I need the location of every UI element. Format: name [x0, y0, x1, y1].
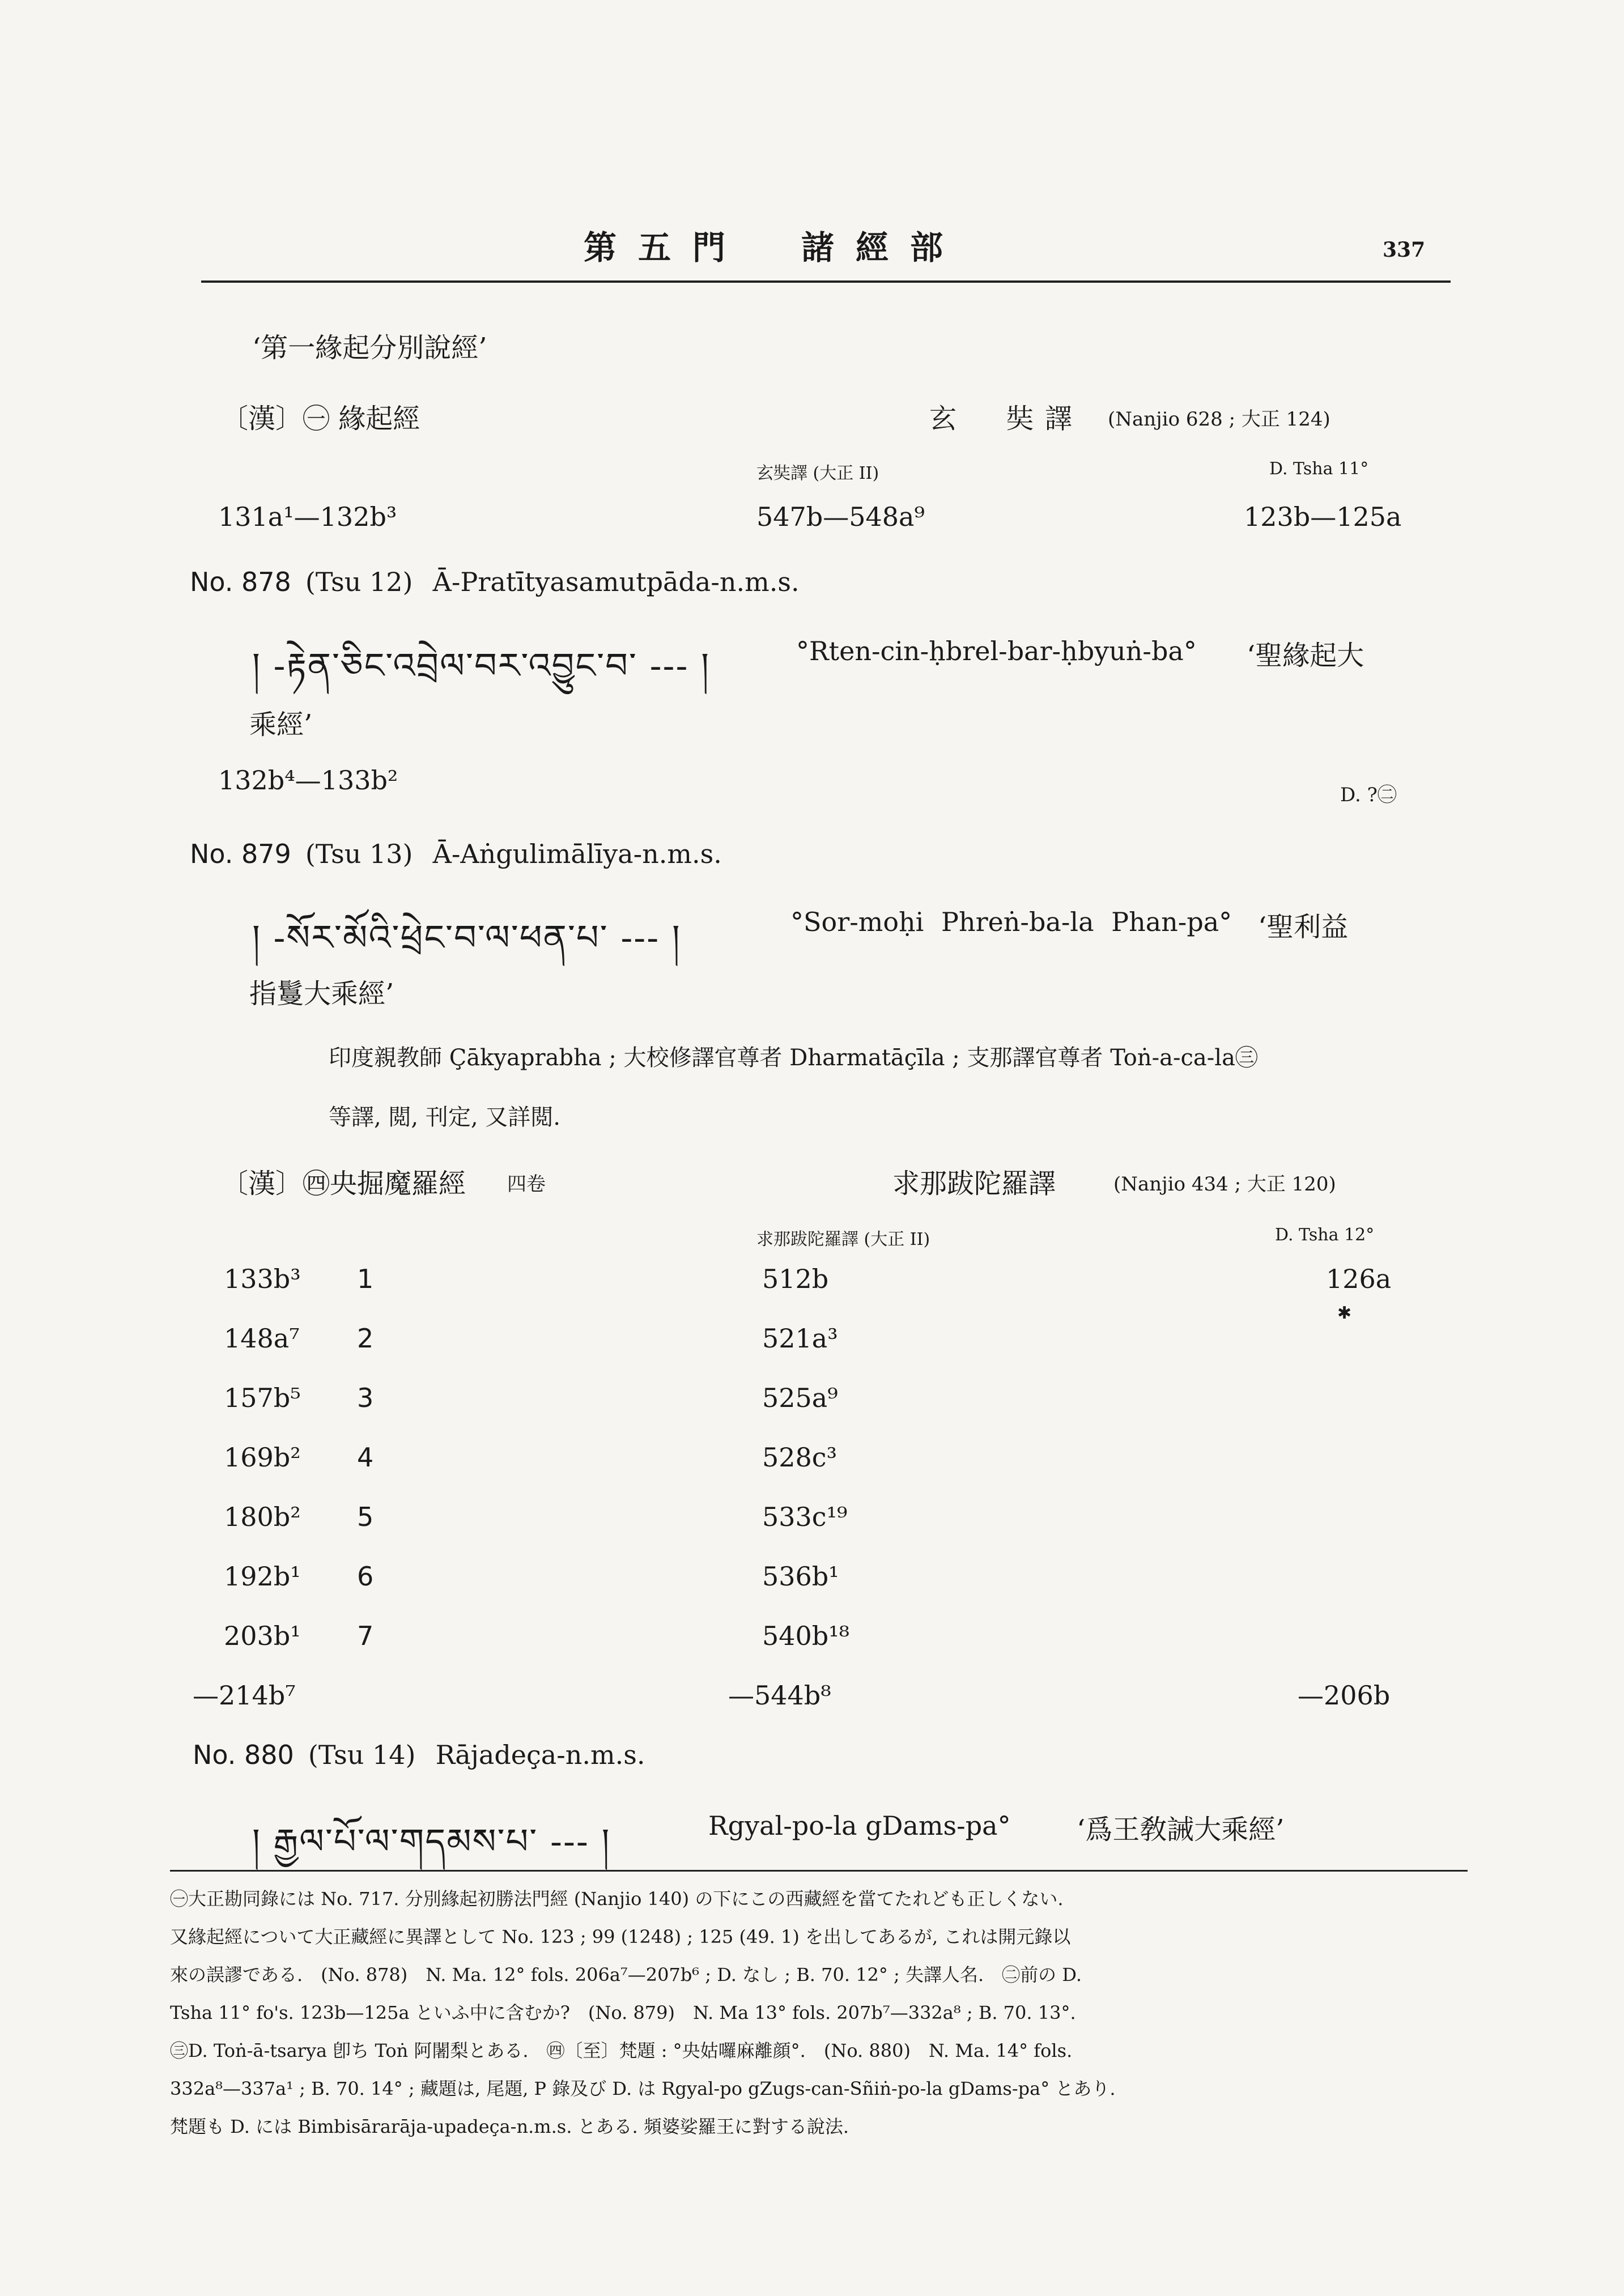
- table-row-folio: 192b¹: [224, 1561, 301, 1592]
- translators-line-2: 等譯, 閲, 刊定, 又詳閲.: [329, 1104, 561, 1130]
- table-row-taisho: 528c³: [762, 1442, 837, 1473]
- footnote-line: ㊀大正勘同錄には No. 717. 分別緣起初勝法門經 (Nanjio 140) の下にこの西藏經を當てたれども正しくない.: [170, 1888, 1064, 1910]
- translator-ref-s1: (Nanjio 628 ; 大正 124): [1108, 408, 1330, 431]
- folio-range-878: 132b⁴—133b²: [218, 765, 398, 796]
- table-row-derge: 126a: [1326, 1264, 1392, 1294]
- entry-number: No. 880: [193, 1740, 294, 1770]
- folio-range-s1: 131a¹—132b³: [218, 501, 397, 532]
- page-number: 337: [1383, 238, 1426, 262]
- table-row-folio: 203b¹: [224, 1621, 301, 1651]
- sanskrit-title: Ā-Aṅgulimālīya-n.m.s.: [432, 839, 722, 869]
- table-row-taisho: 540b¹⁸: [762, 1621, 850, 1651]
- tibetan-title-879: ། -སོར་མོའི་ཕྲེང་བ་ལ་ཕན་པ་ --- །: [252, 917, 681, 958]
- table-row-index: 4: [357, 1442, 374, 1473]
- tsu-ref: (Tsu 12): [305, 567, 413, 597]
- translators-line-1: 印度親教師 Çākyaprabha ; 大校修譯官尊者 Dharmatāçīla ; 支那譯官尊者 Toṅ-a-ca-la㊂: [329, 1045, 1258, 1071]
- table-row-taisho: —544b⁸: [728, 1680, 831, 1711]
- translator-ref-879: (Nanjio 434 ; 大正 120): [1113, 1173, 1336, 1196]
- table-row-index: 2: [357, 1323, 374, 1354]
- table-row-taisho: 525a⁹: [762, 1383, 838, 1413]
- ink-mark: ✱: [1337, 1303, 1352, 1323]
- chinese-gloss-879-a: ‘聖利益: [1258, 911, 1349, 943]
- footnote-line: 來の誤謬である. (No. 878) N. Ma. 12° fols. 206a⁷—207b⁶ ; D. なし ; B. 70. 12° ; 失譯人名. ㊁前の D.: [170, 1964, 1082, 1985]
- col-head-taisho-879: 求那跋陀羅譯 (大正 II): [756, 1230, 930, 1249]
- table-row-taisho: 512b: [762, 1264, 829, 1294]
- sanskrit-title: Ā-Pratītyasamutpāda-n.m.s.: [432, 567, 800, 597]
- col-head-derge-s1: D. Tsha 11°: [1269, 459, 1369, 479]
- table-row-index: 5: [357, 1502, 374, 1532]
- transliteration-880: Rgyal-po-la gDams-pa°: [708, 1810, 1011, 1841]
- tsu-ref: (Tsu 13): [305, 839, 413, 869]
- entry-878-line: [190, 567, 800, 597]
- col-head-derge-879: D. Tsha 12°: [1275, 1225, 1375, 1245]
- entry-number: No. 879: [190, 839, 291, 869]
- chinese-gloss-879-b: 指鬘大乘經’: [249, 978, 394, 1010]
- chinese-gloss-878-a: ‘聖緣起大: [1247, 640, 1364, 671]
- header-rule: [201, 280, 1451, 283]
- table-row-derge: —206b: [1298, 1680, 1391, 1711]
- derge-ref-878: D. ?㊁: [1340, 784, 1397, 806]
- entry-879-line: [190, 839, 722, 869]
- chinese-gloss-880: ‘爲王敎誡大乘經’: [1077, 1814, 1285, 1846]
- derge-range-s1: 123b—125a: [1244, 501, 1402, 532]
- table-row-taisho: 521a³: [762, 1323, 838, 1354]
- transliteration-878: °Rten-cin-ḥbrel-bar-ḥbyuṅ-ba°: [796, 636, 1197, 666]
- table-row-folio: 157b⁵: [224, 1383, 301, 1413]
- section-heading: ‘第一緣起分別說經’: [252, 332, 487, 364]
- footnote-line: 又緣起經について大正藏經に異譯として No. 123 ; 99 (1248) ; 125 (49. 1) を出してあるが, これは開元錄以: [170, 1926, 1071, 1948]
- table-row-folio: 180b²: [224, 1502, 301, 1532]
- table-row-taisho: 533c¹⁹: [762, 1502, 848, 1532]
- entry-880-line: [193, 1740, 645, 1770]
- footnote-rule: [170, 1870, 1468, 1872]
- table-row-folio: 148a⁷: [224, 1323, 300, 1354]
- sanskrit-title: Rājadeça-n.m.s.: [435, 1740, 645, 1770]
- chinese-title-879: 〔漢〕㊃央掘魔羅經: [221, 1168, 466, 1200]
- col-head-taisho-s1: 玄奘譯 (大正 II): [756, 464, 879, 483]
- footnote-line: 332a⁸—337a¹ ; B. 70. 14° ; 藏題は, 尾題, P 錄及び D. は Rgyal-po gZugs-can-Sñiṅ-po-la gDams-pa° とあり.: [170, 2078, 1116, 2099]
- chinese-title-s1: 〔漢〕㊀ 緣起經: [221, 403, 420, 435]
- transliteration-879: °Sor-moḥi Phreṅ-ba-la Phan-pa°: [790, 907, 1232, 937]
- tsu-ref: (Tsu 14): [308, 1740, 416, 1770]
- entry-number: No. 878: [190, 567, 291, 597]
- table-row-folio: 133b³: [224, 1264, 301, 1294]
- volumes-879: 四卷: [507, 1173, 546, 1196]
- table-row-index: 7: [357, 1621, 374, 1651]
- tibetan-title-880: ། རྒྱལ་པོ་ལ་གདམས་པ་ --- །: [252, 1821, 611, 1862]
- running-header-title: 第五門 諸經部: [584, 228, 965, 267]
- table-row-index: 3: [357, 1383, 374, 1413]
- table-row-index: 1: [357, 1264, 374, 1294]
- footnote-line: Tsha 11° fo's. 123b—125a といふ中に含むか? (No. 879) N. Ma 13° fols. 207b⁷—332a⁸ ; B. 70. 13°.: [170, 2002, 1076, 2023]
- table-row-folio: 169b²: [224, 1442, 301, 1473]
- chinese-gloss-878-b: 乘經’: [249, 709, 313, 741]
- table-row-index: 6: [357, 1561, 374, 1592]
- footnote-line: ㊂D. Toṅ-ā-tsarya 卽ち Toṅ 阿闍梨とある. ㊃〔至〕梵題 : °央姑囉麻離顔°. (No. 880) N. Ma. 14° fols.: [170, 2040, 1073, 2061]
- tibetan-title-878: ། -རྟེན་ཅིང་འབྲེལ་བར་འབྱུང་བ་ --- །: [252, 645, 710, 686]
- taisho-range-s1: 547b—548a⁹: [756, 501, 925, 532]
- table-row-folio: —214b⁷: [193, 1680, 296, 1711]
- translator-s1: 玄 奘譯: [929, 403, 1084, 435]
- footnote-line: 梵題も D. には Bimbisārarāja-upadeça-n.m.s. とある. 頻婆娑羅王に對する說法.: [170, 2116, 849, 2137]
- table-row-taisho: 536b¹: [762, 1561, 839, 1592]
- translator-879: 求那跋陀羅譯: [892, 1168, 1056, 1200]
